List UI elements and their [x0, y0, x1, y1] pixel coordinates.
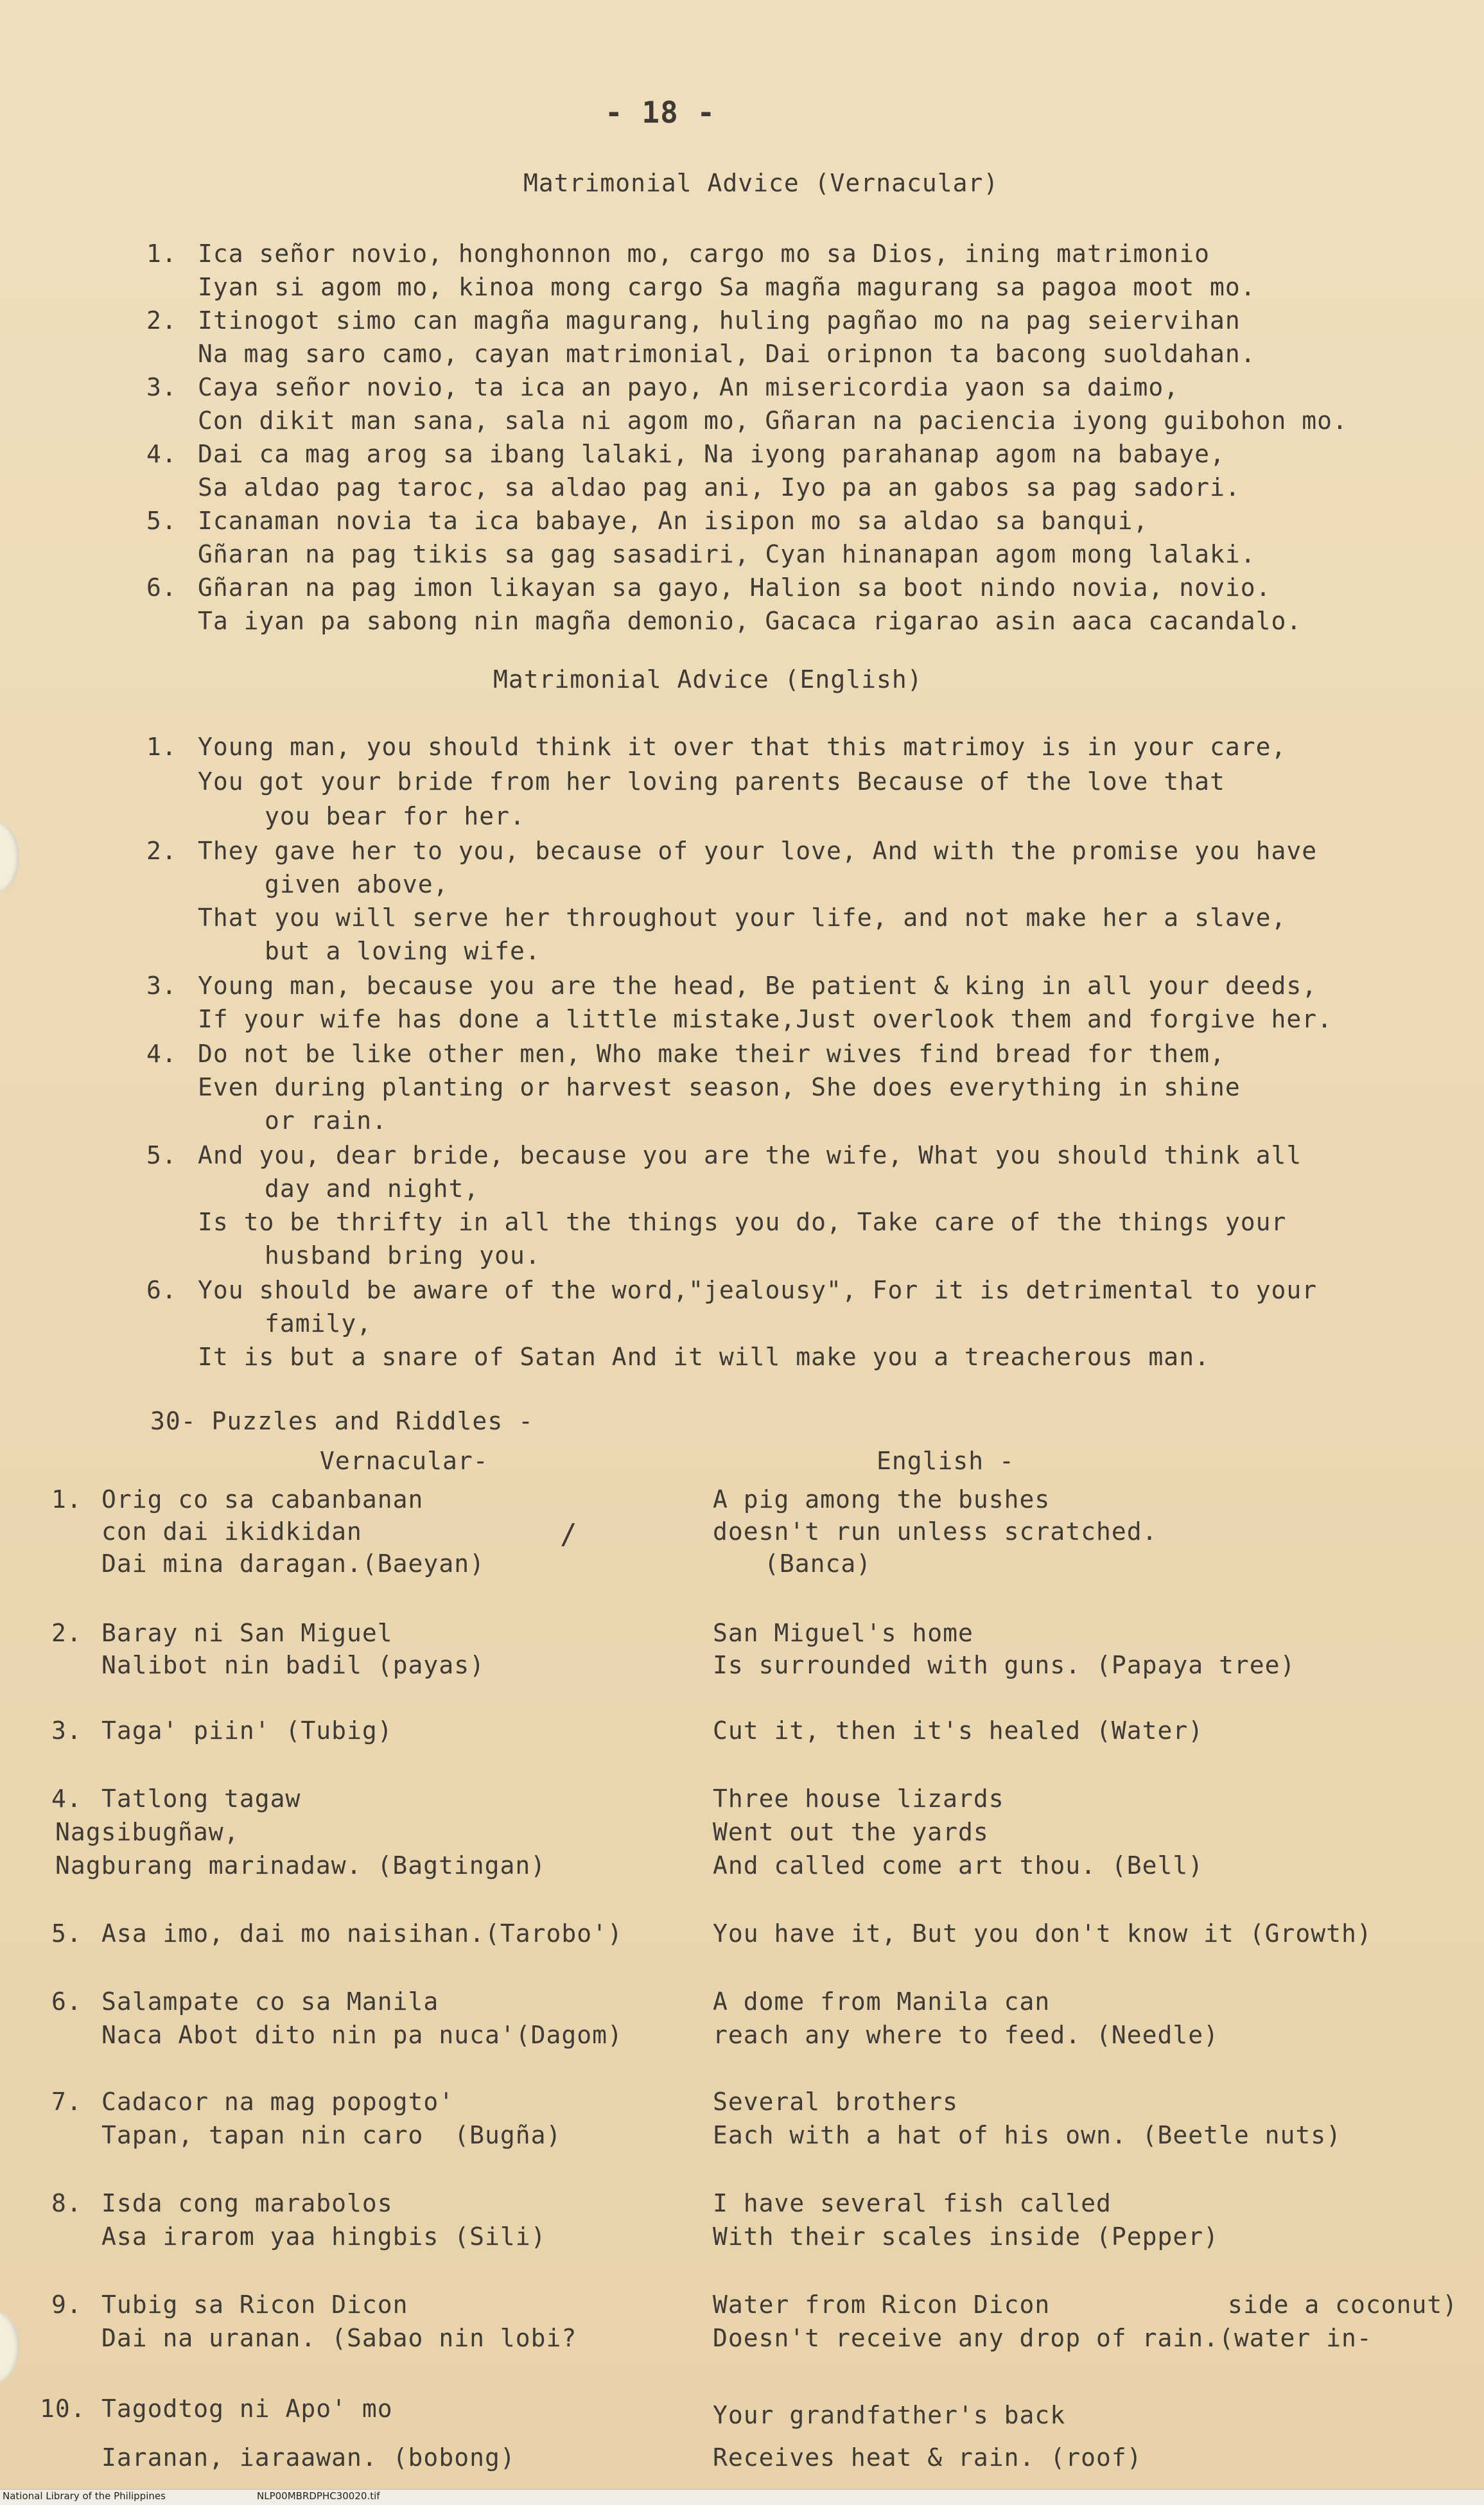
riddle-vernacular-line: Nagsibugñaw, [55, 1818, 240, 1846]
riddle-english-line: San Miguel's home [713, 1619, 973, 1647]
riddle-vernacular-line: Dai mina daragan.(Baeyan) [101, 1549, 485, 1578]
riddle-vernacular-line: Naca Abot dito nin pa nuca'(Dagom) [101, 2021, 623, 2049]
english-advice-title: Matrimonial Advice (English) [493, 665, 923, 694]
vernacular-advice-line: Gñaran na pag imon likayan sa gayo, Halion sa boot nindo novia, novio. [198, 573, 1271, 602]
item-number: 1. [146, 733, 177, 761]
riddle-english-line: Your grandfather's back [713, 2401, 1066, 2429]
riddle-english-line: Is surrounded with guns. (Papaya tree) [713, 1651, 1296, 1679]
english-advice-line: Is to be thrifty in all the things you do, Take care of the things your [198, 1208, 1287, 1236]
riddle-english-line: Receives heat & rain. (roof) [713, 2443, 1142, 2472]
riddle-english-line: reach any where to feed. (Needle) [713, 2021, 1219, 2049]
english-advice-line: day and night, [265, 1174, 480, 1203]
riddle-english-line: A pig among the bushes [713, 1485, 1051, 1514]
riddle-vernacular-line: con dai ikidkidan [101, 1517, 362, 1546]
riddle-vernacular-line: Salampate co sa Manila [101, 1987, 439, 2016]
item-number: 2. [146, 306, 177, 335]
item-number: 3. [146, 373, 177, 401]
english-advice-line: husband bring you. [265, 1241, 541, 1270]
vernacular-advice-line: Itinogot simo can magña magurang, huling pagñao mo na pag seiervihan [198, 306, 1241, 335]
english-advice-line: Young man, because you are the head, Be patient & king in all your deeds, [198, 972, 1318, 1000]
riddle-english-line: You have it, But you don't know it (Growth) [713, 1919, 1372, 1948]
riddle-number: 1. [51, 1485, 82, 1514]
riddle-vernacular-line: Taga' piin' (Tubig) [101, 1716, 393, 1745]
riddle-english-line: side a coconut) [1228, 2291, 1458, 2319]
english-advice-line: It is but a snare of Satan And it will make you a treacherous man. [198, 1343, 1210, 1371]
vernacular-advice-line: Gñaran na pag tikis sa gag sasadiri, Cyan hinanapan agom mong lalaki. [198, 540, 1256, 568]
riddle-number: 10. [40, 2395, 86, 2423]
riddle-vernacular-line: Cadacor na mag popogto' [101, 2088, 455, 2116]
riddle-number: 9. [51, 2291, 82, 2319]
riddle-english-line: Doesn't receive any drop of rain.(water in- [713, 2324, 1372, 2352]
riddle-vernacular-line: Asa imo, dai mo naisihan.(Tarobo') [101, 1919, 623, 1948]
english-column-heading: English - [877, 1447, 1015, 1475]
vernacular-advice-title: Matrimonial Advice (Vernacular) [523, 169, 999, 197]
english-advice-line: They gave her to you, because of your love, And with the promise you have [198, 837, 1318, 865]
vernacular-advice-line: Sa aldao pag taroc, sa aldao pag ani, Iyo pa an gabos sa pag sadori. [198, 473, 1241, 502]
english-advice-line: given above, [265, 870, 449, 898]
riddle-number: 4. [51, 1785, 82, 1813]
english-advice-line: or rain. [265, 1106, 388, 1135]
riddle-vernacular-line: Tubig sa Ricon Dicon [101, 2291, 408, 2319]
riddle-vernacular-line: Iaranan, iaraawan. (bobong) [101, 2443, 516, 2472]
riddle-english-line: I have several fish called [713, 2189, 1112, 2217]
english-advice-line: Young man, you should think it over that this matrimoy is in your care, [198, 733, 1287, 761]
vernacular-advice-line: Na mag saro camo, cayan matrimonial, Dai oripnon ta bacong suoldahan. [198, 340, 1256, 368]
english-advice-line: Even during planting or harvest season, She does everything in shine [198, 1073, 1241, 1101]
english-advice-line: but a loving wife. [265, 937, 541, 965]
english-advice-line: family, [265, 1309, 372, 1338]
riddle-number: 2. [51, 1619, 82, 1647]
riddle-vernacular-line: Tatlong tagaw [101, 1785, 301, 1813]
english-advice-line: Do not be like other men, Who make their wives find bread for them, [198, 1040, 1225, 1068]
riddle-english-line: Three house lizards [713, 1785, 1004, 1813]
binder-hole [0, 822, 19, 893]
riddle-vernacular-line: Nagburang marinadaw. (Bagtingan) [55, 1851, 546, 1880]
riddle-number: 8. [51, 2189, 82, 2217]
riddle-english-line: Several brothers [713, 2088, 959, 2116]
riddle-english-line: And called come art thou. (Bell) [713, 1851, 1204, 1880]
riddle-english-line: Went out the yards [713, 1818, 989, 1846]
vernacular-advice-line: Caya señor novio, ta ica an payo, An misericordia yaon sa daimo, [198, 373, 1180, 401]
riddle-vernacular-line: Tagodtog ni Apo' mo [101, 2395, 393, 2423]
riddle-vernacular-line: Dai na uranan. (Sabao nin lobi? [101, 2324, 577, 2352]
item-number: 3. [146, 972, 177, 1000]
riddle-number: 6. [51, 1987, 82, 2016]
item-number: 5. [146, 507, 177, 535]
vernacular-advice-line: Con dikit man sana, sala ni agom mo, Gñaran na paciencia iyong guibohon mo. [198, 406, 1348, 435]
english-advice-line: you bear for her. [265, 802, 525, 830]
scan-footer-bar [0, 2489, 1484, 2505]
vernacular-advice-line: Icanaman novia ta ica babaye, An isipon mo sa aldao sa banqui, [198, 507, 1149, 535]
riddle-vernacular-line: Tapan, tapan nin caro (Bugña) [101, 2121, 562, 2149]
riddle-vernacular-line: Asa irarom yaa hingbis (Sili) [101, 2222, 546, 2251]
riddle-vernacular-line: Baray ni San Miguel [101, 1619, 393, 1647]
vernacular-advice-line: Ta iyan pa sabong nin magña demonio, Gacaca rigarao asin aaca cacandalo. [198, 607, 1302, 635]
english-advice-line: If your wife has done a little mistake,Just overlook them and forgive her. [198, 1005, 1332, 1033]
vernacular-advice-line: Iyan si agom mo, kinoa mong cargo Sa magña magurang sa pagoa moot mo. [198, 273, 1256, 301]
riddle-vernacular-line: Nalibot nin badil (payas) [101, 1651, 485, 1679]
riddle-english-line: Water from Ricon Dicon [713, 2291, 1051, 2319]
footer-institution: National Library of the Philippines [3, 2490, 166, 2502]
riddles-section-title: 30- Puzzles and Riddles - [150, 1407, 534, 1435]
english-advice-line: You should be aware of the word,"jealousy", For it is detrimental to your [198, 1276, 1318, 1304]
riddle-number: 7. [51, 2088, 82, 2116]
page-number: - 18 - [605, 95, 716, 130]
item-number: 4. [146, 1040, 177, 1068]
item-number: 2. [146, 837, 177, 865]
english-advice-line: That you will serve her throughout your life, and not make her a slave, [198, 903, 1287, 932]
vernacular-column-heading: Vernacular- [320, 1447, 489, 1475]
vernacular-advice-line: Dai ca mag arog sa ibang lalaki, Na iyong parahanap agom na babaye, [198, 440, 1225, 468]
riddle-vernacular-line: Isda cong marabolos [101, 2189, 393, 2217]
item-number: 1. [146, 240, 177, 268]
item-number: 5. [146, 1141, 177, 1169]
riddle-english-line: Each with a hat of his own. (Beetle nuts) [713, 2121, 1341, 2149]
riddle-vernacular-line: Orig co sa cabanbanan [101, 1485, 424, 1514]
english-advice-line: And you, dear bride, because you are the wife, What you should think all [198, 1141, 1302, 1169]
riddle-english-line: (Banca) [764, 1549, 872, 1578]
check-mark: / [560, 1518, 577, 1551]
binder-hole [0, 2312, 19, 2382]
riddle-number: 3. [51, 1716, 82, 1745]
riddle-english-line: A dome from Manila can [713, 1987, 1051, 2016]
item-number: 6. [146, 1276, 177, 1304]
riddle-english-line: With their scales inside (Pepper) [713, 2222, 1219, 2251]
item-number: 6. [146, 573, 177, 602]
riddle-english-line: doesn't run unless scratched. [713, 1517, 1158, 1546]
riddle-english-line: Cut it, then it's healed (Water) [713, 1716, 1204, 1745]
english-advice-line: You got your bride from her loving parents Because of the love that [198, 767, 1225, 796]
riddle-number: 5. [51, 1919, 82, 1948]
item-number: 4. [146, 440, 177, 468]
footer-filename: NLP00MBRDPHC30020.tif [257, 2490, 380, 2502]
vernacular-advice-line: Ica señor novio, honghonnon mo, cargo mo sa Dios, ining matrimonio [198, 240, 1210, 268]
